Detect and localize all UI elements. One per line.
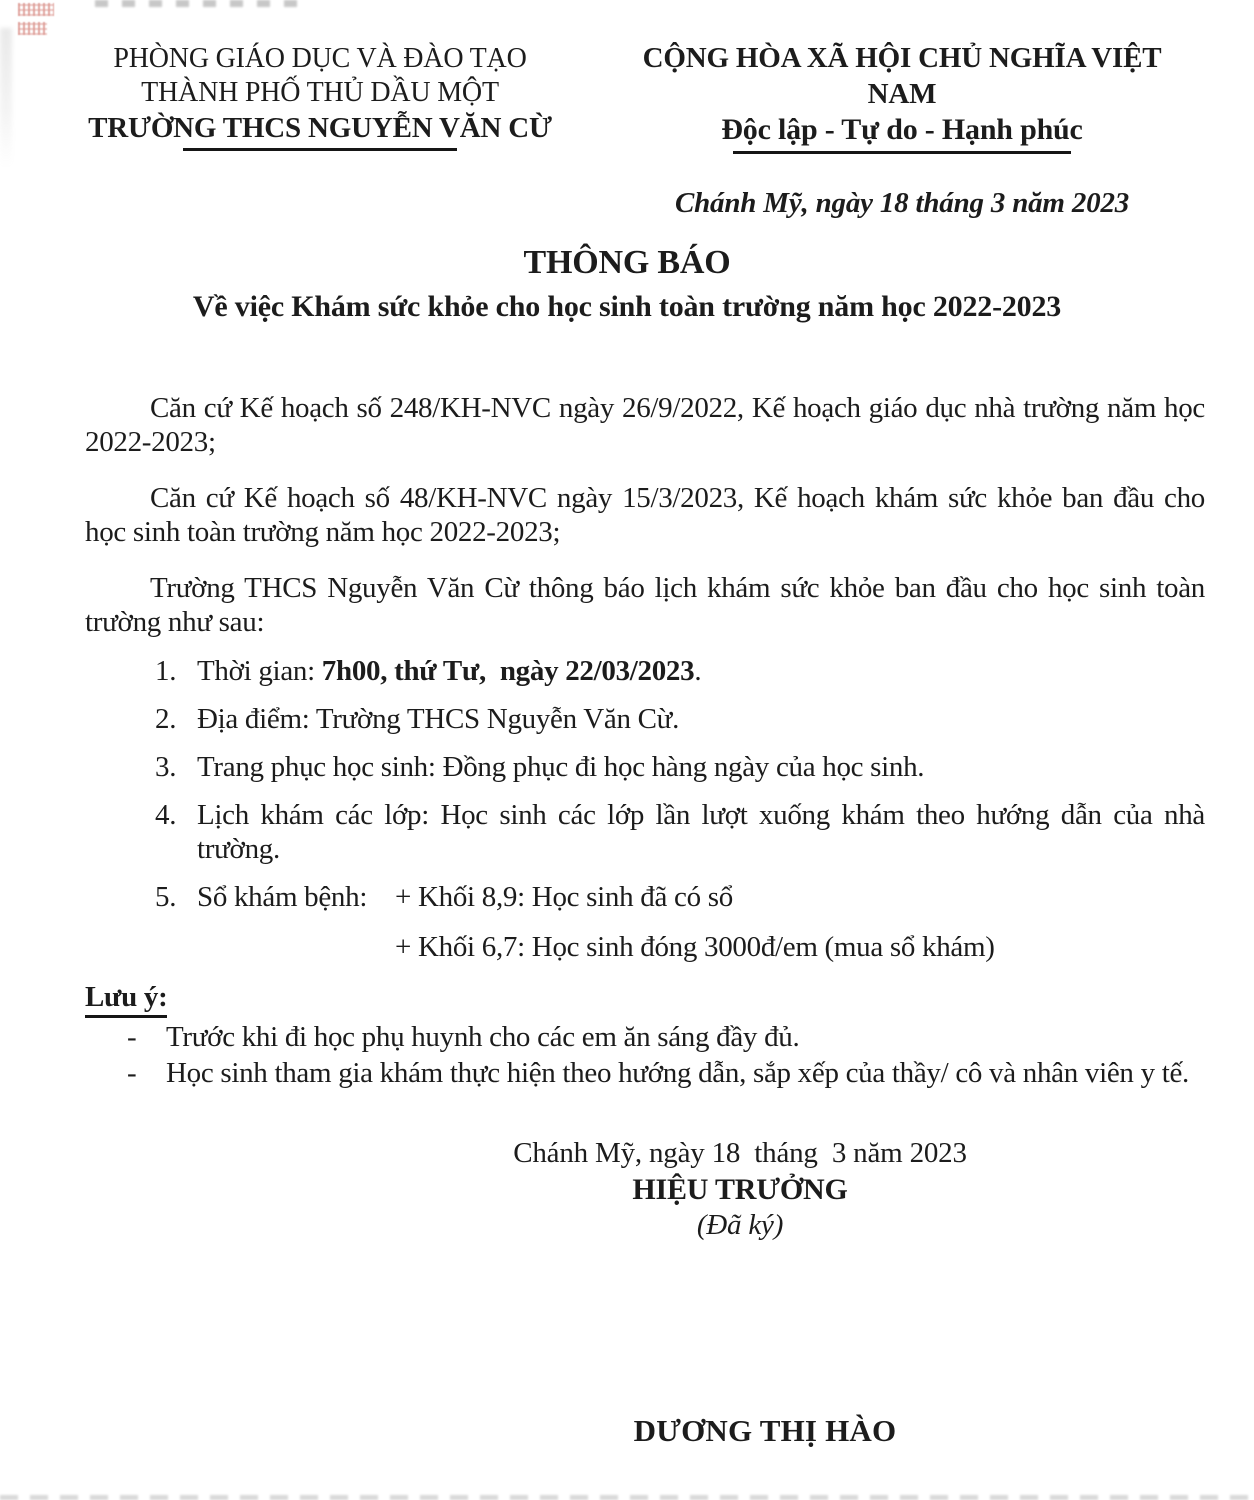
time-value-bold: 7h00, thứ Tư, ngày 22/03/2023 bbox=[321, 655, 695, 687]
numbered-list bbox=[85, 654, 1205, 964]
health-book-details bbox=[395, 880, 1205, 964]
republic-title-line: CỘNG HÒA XÃ HỘI CHỦ NGHĨA VIỆT NAM bbox=[642, 42, 1162, 110]
list-item-text: Lịch khám các lớp: Học sinh các lớp lần lượt xuống khám theo hướng dẫn của nhà trường. bbox=[197, 799, 1205, 865]
motto-underline bbox=[733, 151, 1071, 154]
paragraph-basis-1: Căn cứ Kế hoạch số 248/KH-NVC ngày 26/9/2022, Kế hoạch giáo dục nhà trường năm học 2022-2023; bbox=[85, 392, 1205, 458]
list-item-text: Địa điểm: Trường THCS Nguyễn Văn Cừ. bbox=[197, 703, 680, 735]
school-name-line: TRƯỜNG THCS NGUYỄN VĂN CỪ bbox=[88, 112, 552, 144]
note-item-guidance bbox=[85, 1056, 1205, 1090]
signature-place-date: Chánh Mỹ, ngày 18 tháng 3 năm 2023 bbox=[513, 1137, 967, 1169]
document-body bbox=[85, 391, 1205, 1090]
paragraph-intro: Trường THCS Nguyễn Văn Cừ thông báo lịch khám sức khỏe ban đầu cho học sinh toàn trường như sau: bbox=[85, 572, 1205, 638]
time-period: . bbox=[694, 655, 702, 687]
list-number: 4. bbox=[155, 799, 177, 831]
signed-annotation: (Đã ký) bbox=[696, 1209, 784, 1241]
list-number: 2. bbox=[155, 703, 177, 735]
issuing-agency-block bbox=[85, 42, 555, 151]
list-item-time bbox=[85, 654, 1205, 688]
list-number: 5. bbox=[155, 881, 177, 913]
health-book-row bbox=[197, 880, 1205, 964]
signer-name: DƯƠNG THỊ HÀO bbox=[633, 1413, 897, 1448]
school-name-underline bbox=[183, 148, 457, 151]
agency-parent-line: PHÒNG GIÁO DỤC VÀ ĐÀO TẠO bbox=[113, 43, 527, 74]
list-item-text bbox=[197, 654, 1205, 688]
list-item-text bbox=[197, 880, 1205, 964]
list-item-schedule bbox=[85, 798, 1205, 866]
scan-edge-smudge-bottom bbox=[0, 1495, 1254, 1500]
red-mark-top bbox=[18, 3, 54, 16]
dash-bullet: - bbox=[127, 1057, 137, 1089]
signature-block bbox=[425, 1136, 1055, 1243]
note-item-breakfast bbox=[85, 1020, 1205, 1054]
note-text: Học sinh tham gia khám thực hiện theo hướng dẫn, sắp xếp của thầy/ cô và nhân viên y tế. bbox=[166, 1057, 1190, 1089]
dash-bullet: - bbox=[127, 1021, 137, 1053]
signer-role: HIỆU TRƯỞNG bbox=[632, 1173, 848, 1206]
health-book-label: Sổ khám bệnh: bbox=[197, 881, 368, 913]
document-subtitle: Về việc Khám sức khỏe cho học sinh toàn trường năm học 2022-2023 bbox=[192, 290, 1062, 323]
list-number: 1. bbox=[155, 655, 177, 687]
list-item-health-book bbox=[85, 880, 1205, 964]
national-motto-block bbox=[612, 40, 1192, 220]
scan-edge-smudge-left bbox=[0, 28, 12, 168]
document-title: THÔNG BÁO bbox=[523, 244, 731, 281]
notes-section bbox=[85, 980, 1205, 1090]
list-number: 3. bbox=[155, 751, 177, 783]
list-item-uniform bbox=[85, 750, 1205, 784]
grade-89-line: + Khối 8,9: Học sinh đã có sổ bbox=[395, 881, 733, 913]
red-mark-bottom bbox=[18, 22, 47, 35]
list-item-text: Trang phục học sinh: Đồng phục đi học hàng ngày của học sinh. bbox=[197, 751, 925, 783]
header-place-date-line: Chánh Mỹ, ngày 18 tháng 3 năm 2023 bbox=[674, 187, 1130, 219]
note-text: Trước khi đi học phụ huynh cho các em ăn sáng đầy đủ. bbox=[166, 1021, 800, 1053]
notes-heading: Lưu ý: bbox=[85, 980, 167, 1018]
motto-line: Độc lập - Tự do - Hạnh phúc bbox=[721, 113, 1083, 146]
list-item-location bbox=[85, 702, 1205, 736]
time-label: Thời gian: bbox=[197, 655, 322, 687]
paragraph-basis-2: Căn cứ Kế hoạch số 48/KH-NVC ngày 15/3/2023, Kế hoạch khám sức khỏe ban đầu cho học sinh toàn trường năm học 2022-2023; bbox=[85, 482, 1205, 548]
red-stamp-artifact bbox=[18, 3, 54, 41]
document-title-block bbox=[0, 243, 1254, 326]
agency-city-line: THÀNH PHỐ THỦ DẦU MỘT bbox=[141, 77, 499, 108]
grade-67-line: + Khối 6,7: Học sinh đóng 3000đ/em (mua sổ khám) bbox=[395, 931, 995, 963]
scan-edge-smudge-top bbox=[95, 0, 310, 7]
